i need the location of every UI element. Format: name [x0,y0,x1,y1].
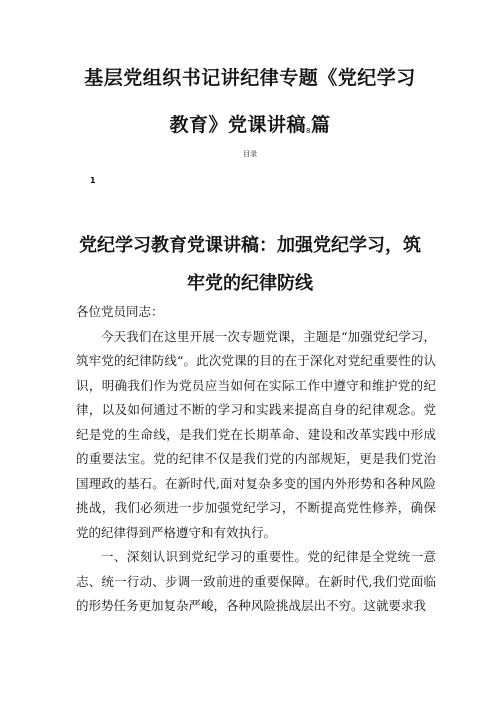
document-title-line-1: 基层党组织书记讲纪律专题《党纪学习 [84,67,416,89]
document-title-suffix: 8 [306,127,311,135]
body-paragraph-1: 今天我们在这里开展一次专题党课，主题是“加强党纪学习，筑牢党的纪律防线“。此次党课的目的在于深化对党纪重要性的认识，明确我们作为党员应当如何在实际工作中遵守和维护党的纪律，以及如何通过不断的学习和实践来提高自身的纪律观念。党纪是党的生命线，是我们党在长期革命、建设和改革实践中形成的重要法宝。党的纪律不仅是我们党的内部规矩，更是我们党治国理政的基石。在新时代,面对复杂多变的国内外形势和各种风险挑战，我们必须进一步加强党纪学习，不断提高党性修养，确保党的纪律得到严格遵守和有效执行。 [76,328,436,540]
document-body [76,300,436,619]
section-title-line-1: 党纪学习教育党课讲稿：加强党纪学习，筑 [79,235,421,256]
section-title-line-2: 牢党的纪律防线 [187,273,313,294]
document-title-main: 教育》党课讲稿 [169,114,307,136]
body-paragraph-2: 一、深刻认识到党纪学习的重要性。党的纪律是全党统一意志、统一行动、步调一致前进的重要保障。在新时代,我们党面临的形势任务更加复杂严峻，各种风险挑战层出不穷。这就要求我 [76,549,436,613]
document-title-end: 篇 [310,114,331,136]
toc-label: 目录 [243,150,257,158]
salutation: 各位党员同志： [76,304,164,319]
document-title-line-2 [0,113,500,141]
toc-number[interactable]: 1 [90,176,96,185]
